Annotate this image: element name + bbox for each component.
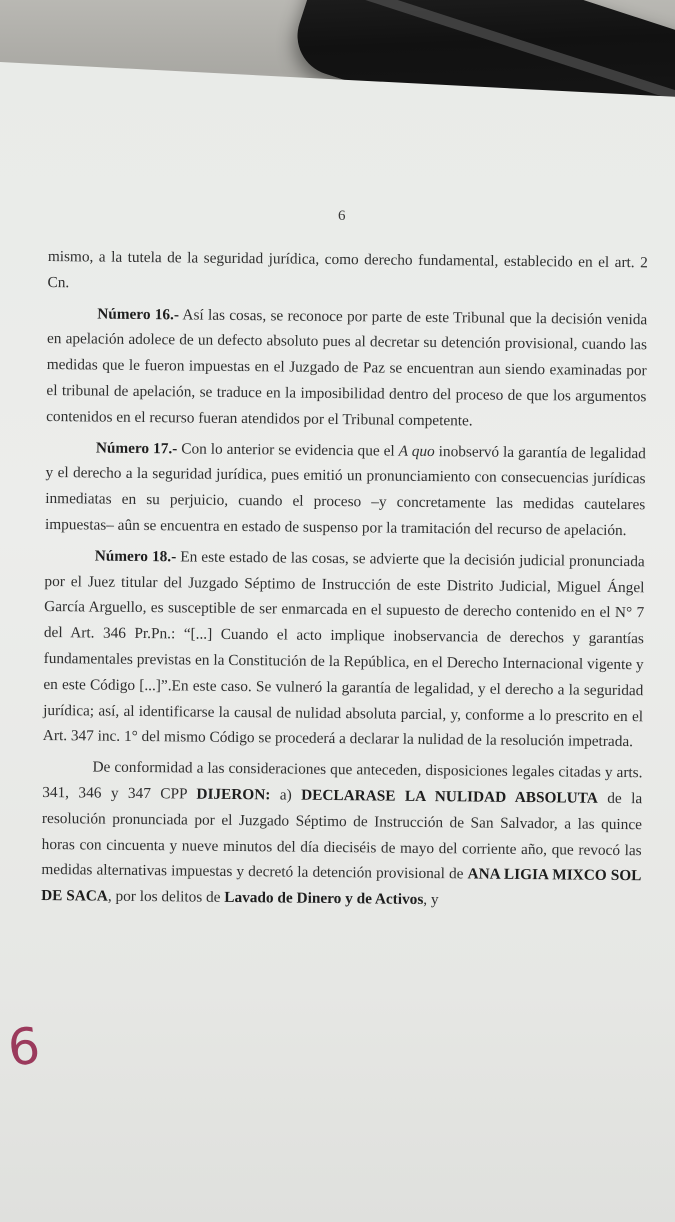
paragraph-text: , por los delitos de — [107, 887, 225, 907]
paragraph-text: De conformidad a las consideraciones que anteceden, disposiciones legales citadas y arts. 341, 346 y 347 CPP — [42, 758, 643, 803]
paragraph-label: Número 17.- — [95, 439, 178, 457]
paragraph-text: Así las cosas, se reconoce por parte de este Tribunal que la decisión venida en apelación adolece de un defecto absoluto pues al decretar su detención provisional, cuando las medidas que le fueron impuestas en el Juzgado de Paz se encuentran aun siendo examinadas por el tribunal de apelación, se traduce en la imposibilidad dentro del proceso de que los argumentos contenidos en el recurso fueran atendidos por el Tribunal competente. — [46, 305, 648, 430]
paragraph-text: inobservó la garantía de legalidad y el derecho a la seguridad jurídica, pues emitió un pronunciamiento con consecuencias jurídicas inmediatas en su perjuicio, cuando el proceso –y concretamente las medidas cautelares impuestas– aûn se encuentra en estado de suspenso por la tramitación del recurso de apelación. — [44, 442, 646, 540]
page-number: 6 — [338, 208, 346, 224]
handwritten-page-mark: 6 — [5, 1016, 43, 1078]
bold-term: DIJERON: — [196, 785, 271, 804]
paragraph-numero-16 — [46, 301, 647, 436]
bold-term: Lavado de Dinero y de Activos — [224, 889, 424, 909]
italic-term: A quo — [398, 442, 435, 460]
bold-term: ANA LIGIA MIXCO SOL DE SACA — [41, 865, 642, 905]
paragraph-text: En este estado de las cosas, se advierte que la decisión judicial pronunciada por el Juez titular del Juzgado Séptimo de Instrucción de este Distrito Judicial, Miguel Ángel García Arguello, es susceptible de ser enmarcada en el supuesto de derecho contenido en el N° 7 del Art. 346 Pr.Pn.: “[...] Cuando el acto implique inobservancia de derechos y garantías fundamentales previstas en la Constitución de la República, en el Derecho Internacional vigente y en este Código [...]”.En este caso. Se vulneró la garantía de legalidad, y el derecho a la seguridad jurídica; así, al identificarse la causal de nulidad absoluta parcial, y, conforme a lo prescrito en el Art. 347 inc. 1° del mismo Código se procederá a declarar la nulidad de la resolución impetrada. — [42, 548, 645, 751]
paragraph-numero-18 — [43, 543, 645, 756]
paragraph-continuation — [47, 244, 648, 302]
paragraph-text: a) — [270, 786, 302, 804]
paragraph-label: Número 18.- — [94, 547, 177, 566]
paragraph-text: , y — [423, 891, 439, 909]
bold-term: DECLARASE LA NULIDAD ABSOLUTA — [301, 786, 598, 807]
paragraph-resolution — [41, 754, 643, 915]
document-body — [41, 244, 648, 920]
paragraph-text: de la resolución pronunciada por el Juzgado Séptimo de Instrucción de San Salvador, a las quince horas con cincuenta y nueve minutos del día dieciséis de mayo del corriente año, que revocó las medidas alternativas impuestas y decretó la detención provisional de — [41, 789, 643, 883]
paragraph-label: Número 16.- — [97, 305, 180, 323]
paragraph-text: mismo, a la tutela de la seguridad jurídica, como derecho fundamental, establecido en el art. 2 Cn. — [47, 247, 648, 292]
paragraph-text: Con lo anterior se evidencia que el — [177, 439, 399, 460]
paragraph-numero-17 — [45, 435, 646, 544]
